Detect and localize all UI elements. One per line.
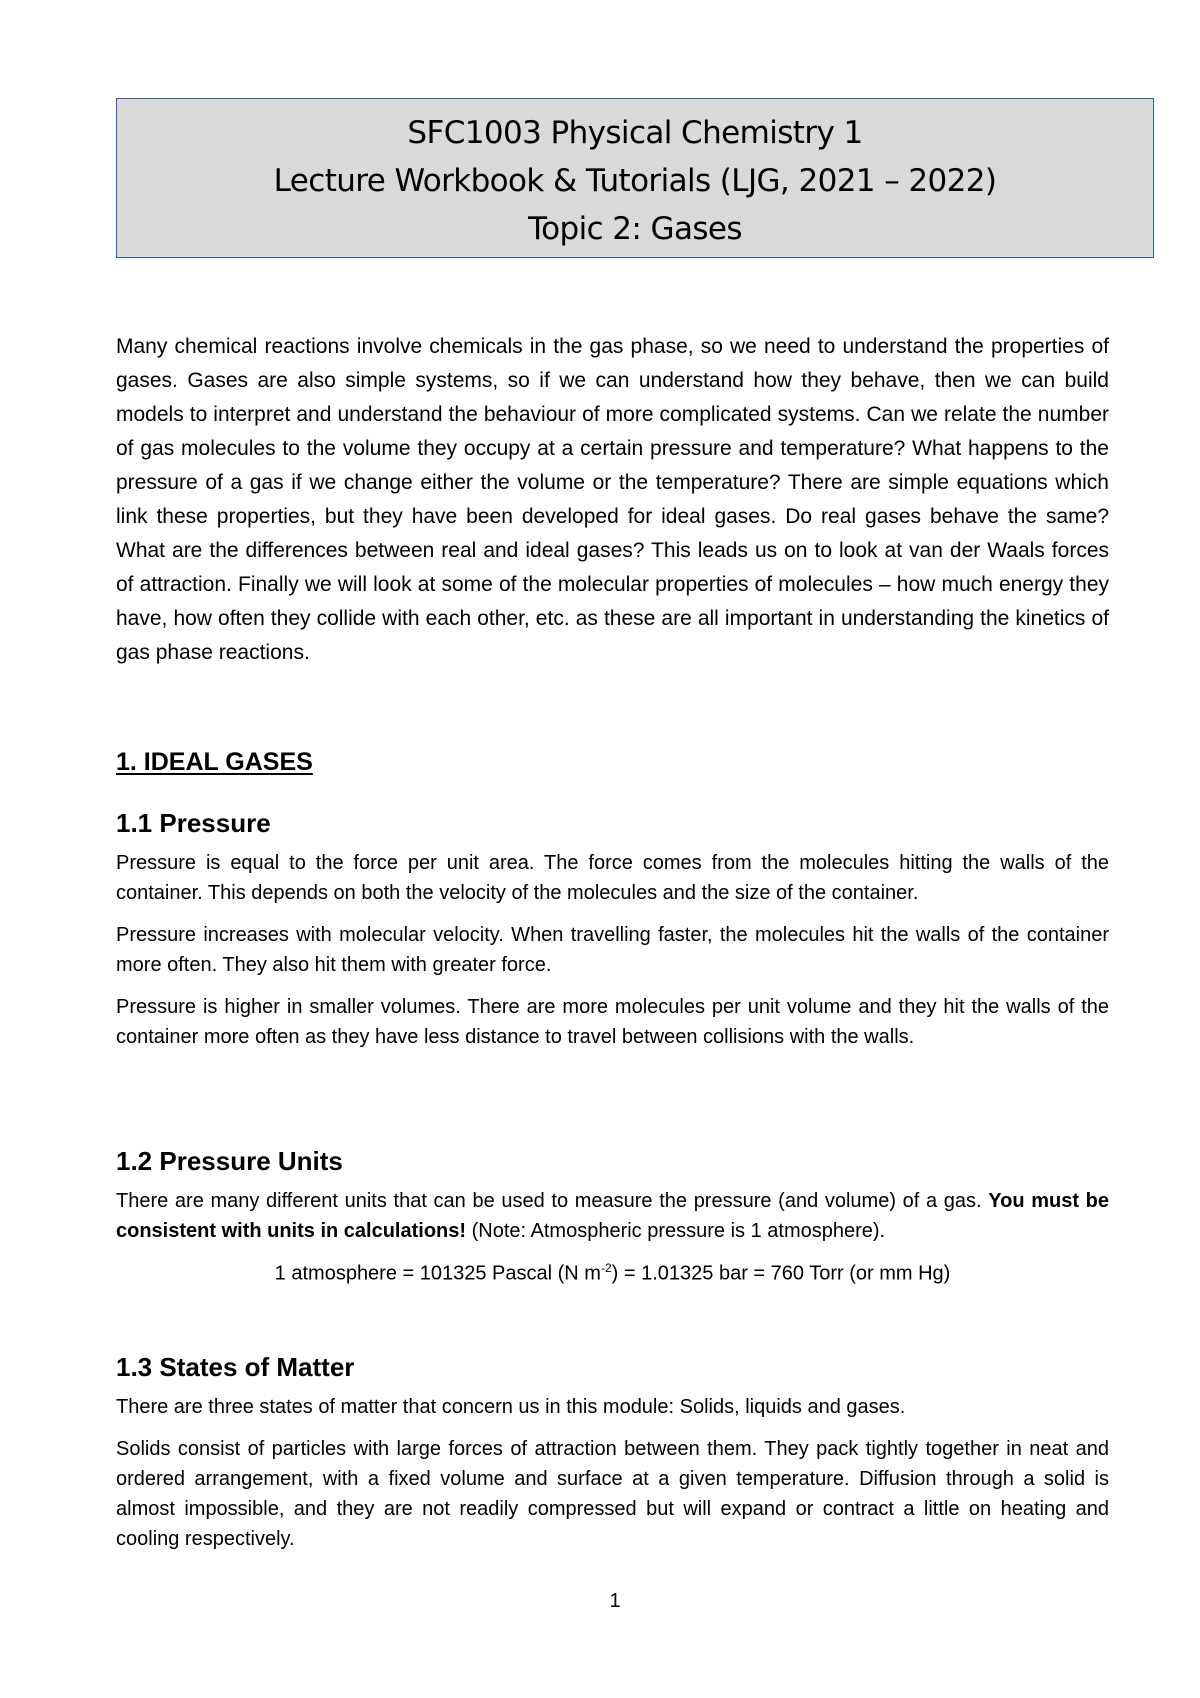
subsection-heading-states-of-matter: 1.3 States of Matter (116, 1352, 355, 1382)
pressure-paragraph-3: Pressure is higher in smaller volumes. There are more molecules per unit volume and they hit the walls of the container more often as they have less distance to travel between collisions with the walls. (116, 996, 1109, 1048)
states-of-matter-section (116, 1392, 1109, 1566)
course-title: SFC1003 Physical Chemistry 1 (407, 115, 863, 151)
units-text-before: There are many different units that can be used to measure the pressure (and volume) of a gas. (116, 1190, 989, 1212)
page-number: 1 (609, 1590, 621, 1612)
subsection-heading-pressure-units: 1.2 Pressure Units (116, 1146, 343, 1176)
pressure-units-section (116, 1186, 1109, 1258)
equation-left: 1 atmosphere = 101325 Pascal (N m (274, 1262, 601, 1285)
units-text-after: (Note: Atmospheric pressure is 1 atmosphere). (466, 1220, 886, 1242)
topic-title: Topic 2: Gases (528, 211, 742, 247)
states-paragraph-1: There are three states of matter that concern us in this module: Solids, liquids and gases. (116, 1396, 906, 1418)
section-heading-ideal-gases: 1. IDEAL GASES (116, 748, 313, 776)
states-paragraph-2: Solids consist of particles with large forces of attraction between them. They pack tightly together in neat and ordered arrangement, with a fixed volume and surface at a given temperature. Diffusion through a solid is almost impossible, and they are not readily compressed but will expand or contract a little on heating and cooling respectively. (116, 1438, 1109, 1550)
units-text-bold: You must be consistent with units in calculations! (116, 1190, 1110, 1242)
pressure-section (116, 848, 1109, 1064)
title-box (116, 98, 1154, 258)
equation-right: ) = 1.01325 bar = 760 Torr (or mm Hg) (611, 1262, 951, 1285)
pressure-units-paragraph (116, 1186, 1109, 1246)
pressure-equation (116, 1261, 1109, 1286)
intro-paragraph: Many chemical reactions involve chemicals in the gas phase, so we need to understand the properties of gases. Gases are also simple systems, so if we can understand how they behave, then we can build models to interpret and understand the behaviour of more complicated systems. Can we relate the number of gas molecules to the volume they occupy at a certain pressure and temperature? What happens to the pressure of a gas if we change either the volume or the temperature? There are simple equations which link these properties, but they have been developed for ideal gases. Do real gases behave the same? What are the differences between real and ideal gases? This leads us on to look at van der Waals forces of attraction. Finally we will look at some of the molecular properties of molecules – how much energy they have, how often they collide with each other, etc. as these are all important in understanding the kinetics of gas phase reactions. (116, 335, 1109, 664)
pressure-paragraph-1: Pressure is equal to the force per unit area. The force comes from the molecules hitting the walls of the container. This depends on both the velocity of the molecules and the size of the container. (116, 852, 1109, 904)
workbook-title: Lecture Workbook & Tutorials (LJG, 2021 – 2022) (273, 163, 997, 199)
equation-superscript: -2 (600, 1261, 612, 1275)
pressure-paragraph-2: Pressure increases with molecular velocity. When travelling faster, the molecules hit the walls of the container more often. They also hit them with greater force. (116, 924, 1109, 976)
subsection-heading-pressure: 1.1 Pressure (116, 808, 271, 838)
